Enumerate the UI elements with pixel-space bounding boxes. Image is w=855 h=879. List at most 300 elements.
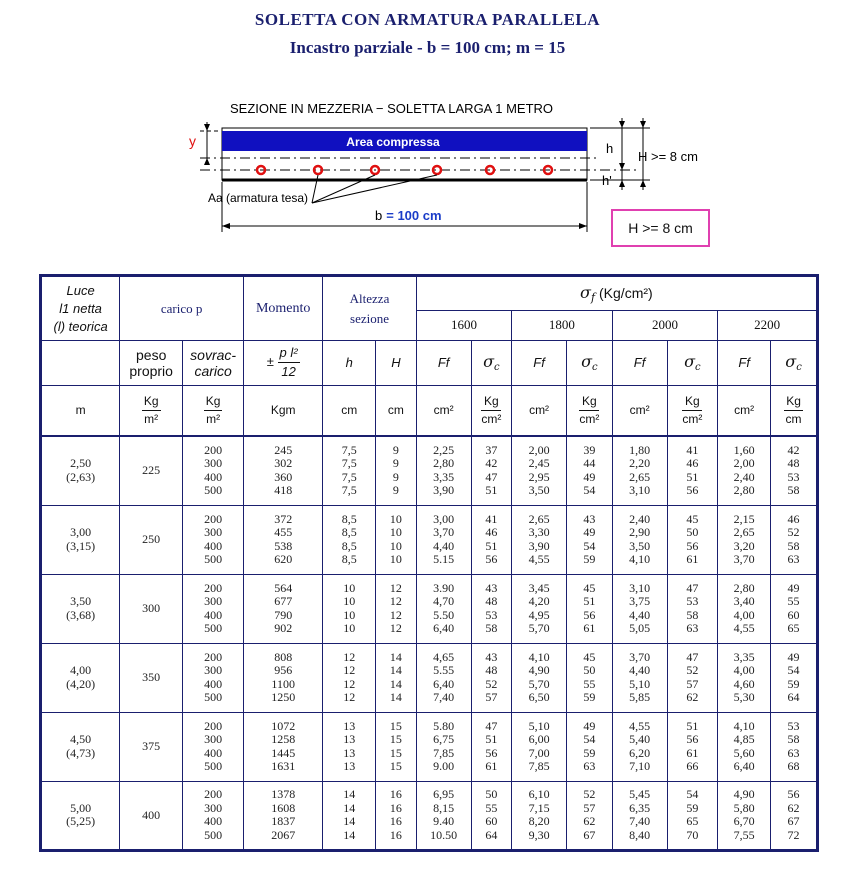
value-ff2000: 2,40 bbox=[629, 511, 651, 526]
cell-ff1600 bbox=[416, 574, 471, 643]
value-ff1800: 4,20 bbox=[528, 594, 550, 609]
value-ff2000: 5,85 bbox=[629, 690, 651, 705]
stress-2000: 2000 bbox=[612, 310, 718, 340]
cell-ff1600 bbox=[416, 643, 471, 712]
value-ff1800: 3,45 bbox=[528, 580, 550, 595]
header-momento: Momento bbox=[244, 276, 323, 341]
value-H: 15 bbox=[389, 718, 402, 733]
cell-luce bbox=[41, 574, 120, 643]
value-sc2000: 47 bbox=[686, 580, 699, 595]
value-ff1600: 8,15 bbox=[433, 800, 455, 815]
value-sc1600: 41 bbox=[485, 511, 498, 526]
value-sovrac: 500 bbox=[204, 827, 223, 842]
value-ff1800: 6,10 bbox=[528, 787, 550, 802]
value-ff1800: 7,15 bbox=[528, 800, 550, 815]
cell-sc1600 bbox=[471, 781, 512, 850]
value-ff2000: 4,40 bbox=[629, 607, 651, 622]
cell-sovrac bbox=[183, 643, 244, 712]
value-ff1600: 10.50 bbox=[430, 827, 458, 842]
table-row bbox=[41, 712, 818, 781]
luce-teorica: (4,73) bbox=[66, 745, 96, 760]
cell-ff1800 bbox=[512, 781, 567, 850]
value-sc1600: 42 bbox=[485, 456, 498, 471]
table-row bbox=[41, 643, 818, 712]
value-h: 8,5 bbox=[341, 538, 357, 553]
value-sc1800: 56 bbox=[583, 607, 596, 622]
value-H: 16 bbox=[389, 787, 402, 802]
value-sc2200: 49 bbox=[787, 580, 800, 595]
value-H: 10 bbox=[389, 525, 402, 540]
cell-ff1600 bbox=[416, 781, 471, 850]
value-ff1600: 4,70 bbox=[433, 594, 455, 609]
value-h: 14 bbox=[343, 814, 356, 829]
value-sc1600: 60 bbox=[485, 814, 498, 829]
cell-momento bbox=[244, 574, 323, 643]
value-sc2200: 53 bbox=[787, 469, 800, 484]
value-ff2000: 7,10 bbox=[629, 759, 651, 774]
value-h: 13 bbox=[343, 732, 356, 747]
value-ff1800: 6,00 bbox=[528, 732, 550, 747]
value-h: 7,5 bbox=[341, 483, 357, 498]
unit-ff-2000: cm² bbox=[612, 385, 667, 436]
value-sovrac: 300 bbox=[204, 800, 223, 815]
value-sc2200: 49 bbox=[787, 649, 800, 664]
value-h: 10 bbox=[343, 607, 356, 622]
cell-ff1600 bbox=[416, 436, 471, 505]
value-sovrac: 400 bbox=[204, 469, 223, 484]
value-h: 10 bbox=[343, 621, 356, 636]
value-ff2200: 6,40 bbox=[733, 759, 755, 774]
value-momento: 1378 bbox=[271, 787, 296, 802]
value-momento: 1100 bbox=[271, 676, 295, 691]
value-momento: 902 bbox=[274, 621, 293, 636]
h-prime-label: h' bbox=[602, 173, 612, 188]
value-sovrac: 200 bbox=[204, 787, 223, 802]
table-row bbox=[41, 781, 818, 850]
value-sc1600: 48 bbox=[485, 663, 498, 678]
value-momento: 956 bbox=[274, 663, 293, 678]
value-ff1800: 2,65 bbox=[528, 511, 550, 526]
cell-momento bbox=[244, 712, 323, 781]
unit-sc-1800: $\frac{Kg}{\text{cm²}}$ bbox=[566, 385, 612, 436]
cell-sc1800 bbox=[566, 643, 612, 712]
cell-sc2000 bbox=[667, 505, 718, 574]
value-sc2000: 62 bbox=[686, 690, 699, 705]
cell-sovrac bbox=[183, 712, 244, 781]
value-ff2200: 2,15 bbox=[733, 511, 755, 526]
value-ff1800: 5,10 bbox=[528, 718, 550, 733]
cell-ff1800 bbox=[512, 436, 567, 505]
rebar-label: Aa (armatura tesa) bbox=[208, 191, 309, 205]
value-momento: 1608 bbox=[271, 800, 296, 815]
luce-luce: 4,50 bbox=[70, 732, 92, 747]
arrow-icon bbox=[619, 121, 625, 128]
value-sovrac: 200 bbox=[204, 649, 223, 664]
value-ff2000: 3,50 bbox=[629, 538, 651, 553]
value-sc2200: 58 bbox=[787, 483, 800, 498]
H-label: H >= 8 cm bbox=[638, 149, 698, 164]
value-momento: 302 bbox=[274, 456, 293, 471]
value-momento: 564 bbox=[274, 580, 293, 595]
cell-ff1600 bbox=[416, 712, 471, 781]
value-ff1600: 6,95 bbox=[433, 787, 455, 802]
value-H: 14 bbox=[389, 649, 402, 664]
value-ff2200: 5,60 bbox=[733, 745, 755, 760]
value-ff2000: 8,40 bbox=[629, 827, 651, 842]
value-sc2000: 61 bbox=[686, 552, 699, 567]
value-sc1800: 54 bbox=[583, 732, 596, 747]
value-H: 15 bbox=[389, 745, 402, 760]
value-ff1600: 3,00 bbox=[433, 511, 455, 526]
value-ff1600: 4,65 bbox=[433, 649, 455, 664]
value-H: 14 bbox=[389, 676, 402, 691]
value-ff2200: 4,55 bbox=[733, 621, 755, 636]
value-H: 9 bbox=[392, 456, 399, 471]
luce-subheader-empty bbox=[41, 341, 120, 386]
header-carico: carico p bbox=[120, 276, 244, 341]
cell-ff2000 bbox=[612, 574, 667, 643]
value-ff1600: 7,40 bbox=[433, 690, 455, 705]
min-thickness-box: H >= 8 cm bbox=[611, 209, 710, 247]
value-sc1600: 51 bbox=[485, 732, 498, 747]
value-sc1800: 49 bbox=[583, 718, 596, 733]
value-ff2000: 4,40 bbox=[629, 663, 651, 678]
value-ff2000: 5,40 bbox=[629, 732, 651, 747]
value-sc2200: 68 bbox=[787, 759, 800, 774]
value-momento: 1445 bbox=[271, 745, 296, 760]
value-h: 10 bbox=[343, 580, 356, 595]
value-sc1800: 67 bbox=[583, 827, 596, 842]
value-ff2200: 5,80 bbox=[733, 800, 755, 815]
value-ff2000: 4,10 bbox=[629, 552, 651, 567]
value-ff1600: 4,40 bbox=[433, 538, 455, 553]
arrow-icon bbox=[222, 223, 230, 229]
arrow-icon bbox=[204, 158, 210, 165]
cell-sovrac bbox=[183, 574, 244, 643]
cell-sc2200 bbox=[771, 574, 818, 643]
table-row bbox=[41, 436, 818, 505]
cell-peso: 375 bbox=[120, 712, 183, 781]
value-ff2000: 2,90 bbox=[629, 525, 651, 540]
value-momento: 372 bbox=[274, 511, 293, 526]
unit-sc-1600: $\frac{Kg}{\text{cm²}}$ bbox=[471, 385, 512, 436]
value-sc1600: 43 bbox=[485, 580, 498, 595]
value-ff2200: 2,40 bbox=[733, 469, 755, 484]
value-h: 13 bbox=[343, 718, 356, 733]
cell-sc1600 bbox=[471, 574, 512, 643]
header-ff-2000: Ff bbox=[612, 341, 667, 386]
value-H: 16 bbox=[389, 827, 402, 842]
h-label: h bbox=[606, 141, 614, 156]
cell-h bbox=[323, 505, 376, 574]
value-sc1800: 44 bbox=[583, 456, 596, 471]
cell-ff2200 bbox=[718, 781, 771, 850]
value-ff2200: 4,85 bbox=[733, 732, 755, 747]
value-h: 8,5 bbox=[341, 552, 357, 567]
value-sc2000: 51 bbox=[686, 718, 699, 733]
cell-sc1600 bbox=[471, 505, 512, 574]
header-ff-1800: Ff bbox=[512, 341, 567, 386]
value-ff1600: 9.00 bbox=[433, 759, 455, 774]
cell-sc2000 bbox=[667, 574, 718, 643]
value-sc2000: 59 bbox=[686, 800, 699, 815]
value-h: 13 bbox=[343, 745, 356, 760]
cell-ff2000 bbox=[612, 505, 667, 574]
diagram-caption: SEZIONE IN MEZZERIA − SOLETTA LARGA 1 METRO bbox=[230, 101, 554, 116]
cell-h bbox=[323, 574, 376, 643]
header-ff-2200: Ff bbox=[718, 341, 771, 386]
value-h: 7,5 bbox=[341, 469, 357, 484]
value-sc1800: 55 bbox=[583, 676, 596, 691]
cell-sc2000 bbox=[667, 712, 718, 781]
value-sc1600: 47 bbox=[485, 469, 498, 484]
value-sc2200: 64 bbox=[787, 690, 800, 705]
value-sc2200: 42 bbox=[787, 442, 800, 457]
value-ff2000: 6,20 bbox=[629, 745, 651, 760]
b-label-value: = 100 cm bbox=[386, 208, 442, 223]
stress-1600: 1600 bbox=[416, 310, 511, 340]
b-label-prefix: b bbox=[375, 208, 383, 223]
value-H: 12 bbox=[389, 621, 402, 636]
arrow-icon bbox=[640, 180, 646, 187]
value-h: 7,5 bbox=[341, 456, 357, 471]
value-sc1800: 50 bbox=[583, 663, 596, 678]
value-sovrac: 300 bbox=[204, 594, 223, 609]
value-sc2200: 52 bbox=[787, 525, 800, 540]
value-ff1800: 4,90 bbox=[528, 663, 550, 678]
cell-sc2200 bbox=[771, 505, 818, 574]
value-sc2200: 58 bbox=[787, 538, 800, 553]
value-sovrac: 200 bbox=[204, 442, 223, 457]
value-sc1800: 39 bbox=[583, 442, 596, 457]
cell-sc1800 bbox=[566, 781, 612, 850]
value-sc2000: 51 bbox=[686, 469, 699, 484]
value-sc2200: 59 bbox=[787, 676, 800, 691]
cell-sc1800 bbox=[566, 574, 612, 643]
cell-peso: 300 bbox=[120, 574, 183, 643]
cell-sovrac bbox=[183, 505, 244, 574]
value-sc1600: 37 bbox=[485, 442, 498, 457]
value-ff2200: 3,40 bbox=[733, 594, 755, 609]
cell-ff2200 bbox=[718, 574, 771, 643]
header-momento-formula: ± $\frac{\text{p l²}}{12}$ bbox=[244, 341, 323, 386]
value-sc1600: 51 bbox=[485, 538, 498, 553]
value-ff1600: 5.50 bbox=[433, 607, 455, 622]
unit-h: cm bbox=[323, 385, 376, 436]
value-H: 10 bbox=[389, 511, 402, 526]
value-sc2200: 55 bbox=[787, 594, 800, 609]
value-ff1800: 8,20 bbox=[528, 814, 550, 829]
value-sc2200: 48 bbox=[787, 456, 800, 471]
luce-luce: 3,50 bbox=[70, 594, 92, 609]
value-sovrac: 400 bbox=[204, 676, 223, 691]
cell-H bbox=[376, 781, 417, 850]
value-ff2200: 1,60 bbox=[733, 442, 755, 457]
value-sc2200: 65 bbox=[787, 621, 800, 636]
value-sc1800: 57 bbox=[583, 800, 596, 815]
cell-sc2000 bbox=[667, 781, 718, 850]
value-ff2200: 2,65 bbox=[733, 525, 755, 540]
cell-momento bbox=[244, 643, 323, 712]
luce-teorica: (4,20) bbox=[66, 676, 96, 691]
y-label: y bbox=[189, 133, 196, 149]
luce-teorica: (3,68) bbox=[66, 607, 96, 622]
header-peso: peso proprio bbox=[120, 341, 183, 386]
value-sovrac: 300 bbox=[204, 732, 223, 747]
value-ff2000: 5,05 bbox=[629, 621, 651, 636]
document-subtitle: Incastro parziale - b = 100 cm; m = 15 bbox=[289, 38, 566, 57]
value-sc1600: 57 bbox=[485, 690, 498, 705]
value-sc2200: 54 bbox=[787, 663, 800, 678]
value-h: 8,5 bbox=[341, 511, 357, 526]
unit-ff-1800: cm² bbox=[512, 385, 567, 436]
cell-momento bbox=[244, 505, 323, 574]
value-ff1600: 5.55 bbox=[433, 663, 455, 678]
value-sc2200: 62 bbox=[787, 800, 800, 815]
value-sovrac: 300 bbox=[204, 456, 223, 471]
header-luce: Luce l1 netta (l) teorica bbox=[41, 276, 120, 341]
arrow-icon bbox=[619, 180, 625, 187]
cell-luce bbox=[41, 505, 120, 574]
cell-ff2200 bbox=[718, 436, 771, 505]
cell-peso: 250 bbox=[120, 505, 183, 574]
value-ff2200: 4,60 bbox=[733, 676, 755, 691]
cell-H bbox=[376, 643, 417, 712]
header-sc-2000: $\sigma_c$ bbox=[667, 341, 718, 386]
value-sc1800: 52 bbox=[583, 787, 596, 802]
unit-ff-2200: cm² bbox=[718, 385, 771, 436]
value-h: 14 bbox=[343, 800, 356, 815]
value-H: 12 bbox=[389, 607, 402, 622]
cell-luce bbox=[41, 643, 120, 712]
cell-momento bbox=[244, 436, 323, 505]
value-sc1600: 58 bbox=[485, 621, 498, 636]
value-momento: 455 bbox=[274, 525, 293, 540]
value-sc1600: 46 bbox=[485, 525, 498, 540]
cell-ff2200 bbox=[718, 643, 771, 712]
value-sc1800: 43 bbox=[583, 511, 596, 526]
arrow-icon bbox=[640, 121, 646, 128]
value-ff1800: 5,70 bbox=[528, 621, 550, 636]
b-label bbox=[375, 208, 442, 223]
value-sc2000: 41 bbox=[686, 442, 699, 457]
value-ff2200: 5,30 bbox=[733, 690, 755, 705]
value-sc1800: 45 bbox=[583, 580, 596, 595]
luce-teorica: (5,25) bbox=[66, 814, 96, 829]
cell-sc1600 bbox=[471, 643, 512, 712]
value-sc2000: 56 bbox=[686, 483, 699, 498]
design-table bbox=[39, 274, 819, 852]
cell-ff2000 bbox=[612, 436, 667, 505]
value-momento: 1072 bbox=[271, 718, 296, 733]
cell-peso: 225 bbox=[120, 436, 183, 505]
unit-ff-1600: cm² bbox=[416, 385, 471, 436]
cell-sc2200 bbox=[771, 781, 818, 850]
value-ff1800: 7,00 bbox=[528, 745, 550, 760]
value-ff2200: 4,90 bbox=[733, 787, 755, 802]
value-ff1600: 5.80 bbox=[433, 718, 455, 733]
value-sovrac: 400 bbox=[204, 745, 223, 760]
value-sc2200: 63 bbox=[787, 552, 800, 567]
value-ff1600: 2,25 bbox=[433, 442, 455, 457]
header-sc-1600: $\sigma_c$ bbox=[471, 341, 512, 386]
value-sc1800: 51 bbox=[583, 594, 596, 609]
value-ff1600: 3,35 bbox=[433, 469, 455, 484]
value-ff2000: 6,35 bbox=[629, 800, 651, 815]
value-momento: 538 bbox=[274, 538, 293, 553]
value-sovrac: 500 bbox=[204, 690, 223, 705]
value-momento: 1250 bbox=[271, 690, 296, 705]
value-sc2000: 56 bbox=[686, 732, 699, 747]
value-sc1800: 63 bbox=[583, 759, 596, 774]
value-sc2000: 45 bbox=[686, 511, 699, 526]
value-sc2200: 46 bbox=[787, 511, 800, 526]
value-sovrac: 200 bbox=[204, 718, 223, 733]
unit-momento: Kgm bbox=[244, 385, 323, 436]
cell-H bbox=[376, 574, 417, 643]
header-h: h bbox=[323, 341, 376, 386]
value-H: 15 bbox=[389, 732, 402, 747]
value-ff1800: 3,90 bbox=[528, 538, 550, 553]
value-sc1800: 54 bbox=[583, 538, 596, 553]
cell-sc1600 bbox=[471, 436, 512, 505]
cell-h bbox=[323, 781, 376, 850]
value-ff1600: 6,40 bbox=[433, 621, 455, 636]
value-ff1600: 3,90 bbox=[433, 483, 455, 498]
cell-sc2200 bbox=[771, 712, 818, 781]
value-momento: 245 bbox=[274, 442, 293, 457]
value-sc1600: 56 bbox=[485, 745, 498, 760]
value-sovrac: 300 bbox=[204, 663, 223, 678]
value-ff1600: 9.40 bbox=[433, 814, 455, 829]
value-sc1600: 61 bbox=[485, 759, 498, 774]
value-H: 10 bbox=[389, 552, 402, 567]
value-h: 12 bbox=[343, 663, 356, 678]
header-altezza: Altezza sezione bbox=[323, 276, 416, 341]
cell-H bbox=[376, 712, 417, 781]
value-ff1800: 6,50 bbox=[528, 690, 550, 705]
value-h: 12 bbox=[343, 676, 356, 691]
value-sovrac: 300 bbox=[204, 525, 223, 540]
cell-ff1800 bbox=[512, 574, 567, 643]
cell-h bbox=[323, 712, 376, 781]
value-ff1600: 3,70 bbox=[433, 525, 455, 540]
value-ff2000: 5,10 bbox=[629, 676, 651, 691]
table-row bbox=[41, 574, 818, 643]
value-sc2000: 61 bbox=[686, 745, 699, 760]
unit-sc-2000: $\frac{Kg}{\text{cm²}}$ bbox=[667, 385, 718, 436]
value-momento: 360 bbox=[274, 469, 293, 484]
value-H: 10 bbox=[389, 538, 402, 553]
luce-teorica: (2,63) bbox=[66, 469, 96, 484]
value-ff1800: 4,10 bbox=[528, 649, 550, 664]
value-H: 15 bbox=[389, 759, 402, 774]
value-ff2000: 3,10 bbox=[629, 580, 651, 595]
value-ff2200: 2,00 bbox=[733, 456, 755, 471]
value-sc1800: 62 bbox=[583, 814, 596, 829]
value-sc2000: 58 bbox=[686, 607, 699, 622]
document-title: SOLETTA CON ARMATURA PARALLELA bbox=[254, 10, 601, 29]
value-ff1600: 3.90 bbox=[433, 580, 455, 595]
value-sc2000: 66 bbox=[686, 759, 699, 774]
value-sc2000: 52 bbox=[686, 663, 699, 678]
cell-ff2000 bbox=[612, 781, 667, 850]
cell-luce bbox=[41, 436, 120, 505]
value-ff1600: 5.15 bbox=[433, 552, 455, 567]
value-ff1800: 4,95 bbox=[528, 607, 550, 622]
value-momento: 620 bbox=[274, 552, 293, 567]
value-sc1800: 49 bbox=[583, 469, 596, 484]
